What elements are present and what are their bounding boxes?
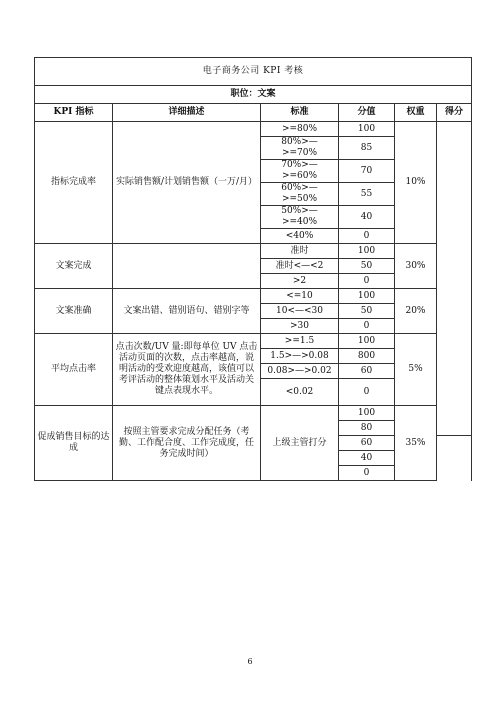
kpi-indicator-name: 文案完成 bbox=[35, 244, 113, 289]
table-row bbox=[35, 406, 472, 421]
table-row bbox=[35, 289, 472, 304]
kpi-indicator-name: 平均点击率 bbox=[35, 334, 113, 406]
header-description: 详细描述 bbox=[113, 104, 261, 122]
score-cell: 0 bbox=[339, 319, 395, 334]
kpi-description: 实际销售额/计划销售额（一万/月） bbox=[113, 122, 261, 244]
weight-cell: 35% bbox=[395, 406, 437, 481]
kpi-indicator-name: 指标完成率 bbox=[35, 122, 113, 244]
score-cell: 80 bbox=[339, 421, 395, 436]
score-cell: 60 bbox=[339, 436, 395, 451]
score-cell: 100 bbox=[339, 406, 395, 421]
score-cell: 50 bbox=[339, 259, 395, 274]
score-cell: 50 bbox=[339, 304, 395, 319]
score-cell: 0 bbox=[339, 379, 395, 406]
standard-cell: <=10 bbox=[261, 289, 339, 304]
kpi-description: 文案出错、错别语句、错别字等 bbox=[113, 289, 261, 334]
standard-cell: 1.5>—>0.08 bbox=[261, 349, 339, 364]
page-title: 电子商务公司 KPI 考核 bbox=[35, 58, 472, 86]
score-cell: 100 bbox=[339, 334, 395, 349]
kpi-description: 按照主管要求完成分配任务（考勤、工作配合度、工作完成度，任务完成时间） bbox=[113, 406, 261, 481]
standard-cell: <40% bbox=[261, 229, 339, 244]
score-cell: 55 bbox=[339, 183, 395, 206]
score-cell: 100 bbox=[339, 122, 395, 137]
score-cell: 40 bbox=[339, 451, 395, 466]
header-result: 得分 bbox=[437, 104, 472, 122]
score-cell: 0 bbox=[339, 466, 395, 481]
standard-cell: >=1.5 bbox=[261, 334, 339, 349]
score-cell: 800 bbox=[339, 349, 395, 364]
header-weight: 权重 bbox=[395, 104, 437, 122]
position-label: 职位：文案 bbox=[35, 86, 472, 104]
score-cell: 85 bbox=[339, 137, 395, 160]
standard-cell: 准时<—<2 bbox=[261, 259, 339, 274]
weight-cell: 5% bbox=[395, 334, 437, 406]
standard-cell: >2 bbox=[261, 274, 339, 289]
standard-cell: 10<—<30 bbox=[261, 304, 339, 319]
standard-cell: >=80% bbox=[261, 122, 339, 137]
weight-cell: 10% bbox=[395, 122, 437, 244]
score-cell: 0 bbox=[339, 229, 395, 244]
kpi-description bbox=[113, 244, 261, 289]
header-score: 分值 bbox=[339, 104, 395, 122]
kpi-table bbox=[34, 57, 472, 481]
weight-cell: 30% bbox=[395, 244, 437, 289]
score-cell: 40 bbox=[339, 206, 395, 229]
standard-cell: <0.02 bbox=[261, 379, 339, 406]
header-indicator: KPI 指标 bbox=[35, 104, 113, 122]
header-standard: 标准 bbox=[261, 104, 339, 122]
standard-cell: 80%>— >=70% bbox=[261, 137, 339, 160]
standard-cell: 上级主管打分 bbox=[261, 406, 339, 481]
page-number: 6 bbox=[247, 657, 253, 666]
table-row bbox=[35, 244, 472, 259]
standard-cell: 50%>— >=40% bbox=[261, 206, 339, 229]
standard-cell: 60%>— >=50% bbox=[261, 183, 339, 206]
standard-cell: 70%>— >=60% bbox=[261, 160, 339, 183]
table-row bbox=[35, 334, 472, 349]
score-cell: 60 bbox=[339, 364, 395, 379]
kpi-indicator-name: 文案准确 bbox=[35, 289, 113, 334]
score-cell: 100 bbox=[339, 244, 395, 259]
result-cell[interactable] bbox=[437, 122, 472, 436]
score-cell: 100 bbox=[339, 289, 395, 304]
weight-cell: 20% bbox=[395, 289, 437, 334]
standard-cell: >30 bbox=[261, 319, 339, 334]
kpi-indicator-name: 促成销售目标的达成 bbox=[35, 406, 113, 481]
kpi-description: 点击次数/UV 量:即每单位 UV 点击活动页面的次数，点击率越高，说明活动的受欢迎度越高，该值可以考评活动的整体策划水平及活动关键点表现水平。 bbox=[113, 334, 261, 406]
standard-cell: 0.08>—>0.02 bbox=[261, 364, 339, 379]
score-cell: 0 bbox=[339, 274, 395, 289]
table-row bbox=[35, 122, 472, 137]
score-cell: 70 bbox=[339, 160, 395, 183]
standard-cell: 准时 bbox=[261, 244, 339, 259]
